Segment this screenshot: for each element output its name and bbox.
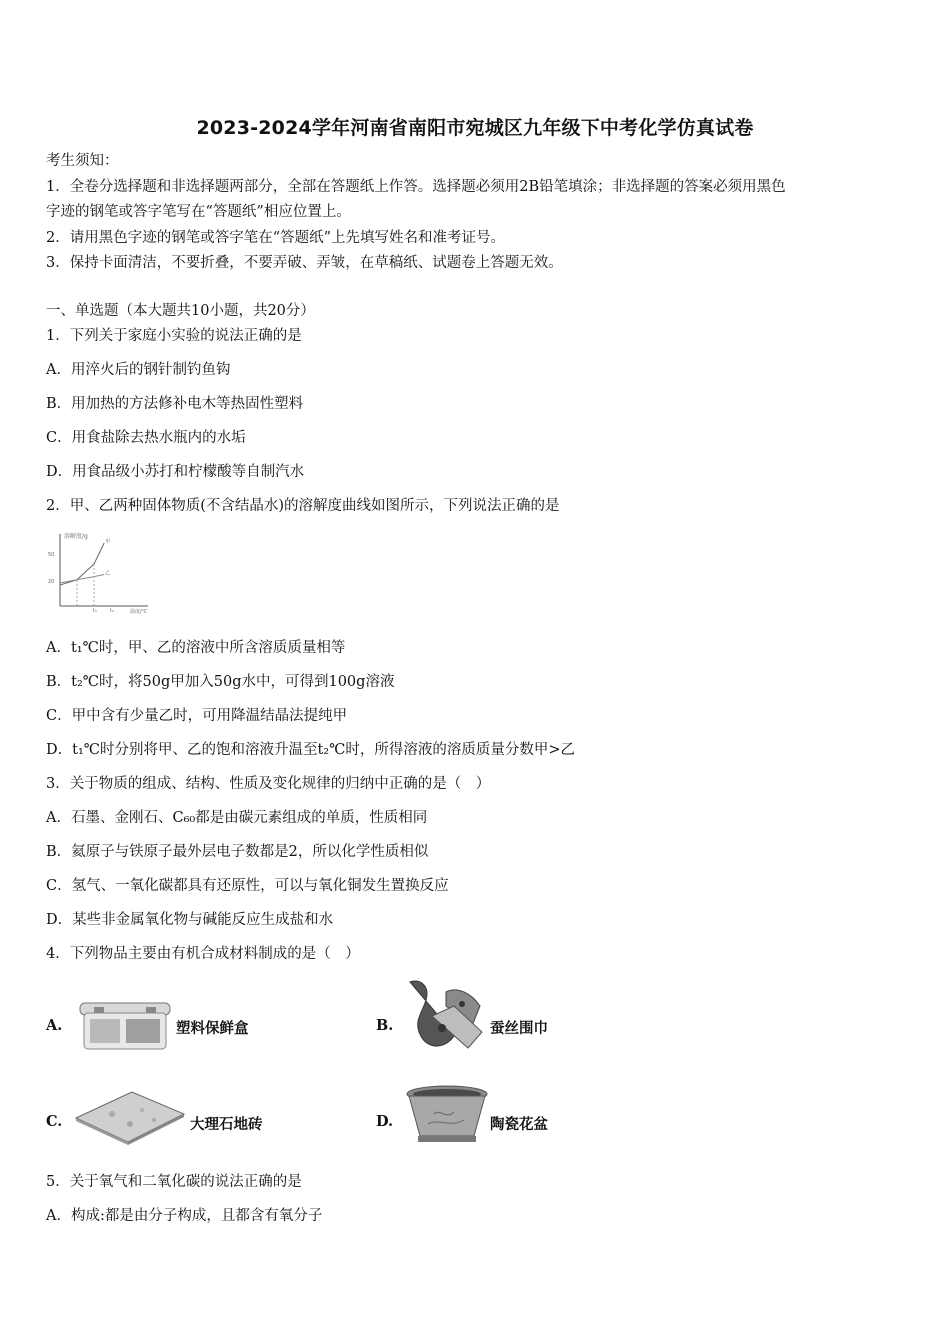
q4-option-d-label: D.	[376, 1113, 394, 1130]
ceramic-pot-icon	[404, 1084, 490, 1146]
q3-stem: 3．关于物质的组成、结构、性质及变化规律的归纳中正确的是（ ）	[46, 776, 491, 792]
q2-stem: 2．甲、乙两种固体物质(不含结晶水)的溶解度曲线如图所示，下列说法正确的是	[46, 498, 560, 514]
y-tick-label-1: 20	[48, 579, 55, 585]
q1-stem: 1．下列关于家庭小实验的说法正确的是	[46, 328, 302, 344]
section-heading: 一、单选题（本大题共10小题，共20分）	[46, 303, 315, 319]
q3-option-b: B．氦原子与铁原子最外层电子数都是2，所以化学性质相似	[46, 844, 429, 860]
notice-item-1: 1．全卷分选择题和非选择题两部分，全部在答题纸上作答。选择题必须用2B铅笔填涂；非选择题的答案必须用黑色	[46, 179, 786, 195]
q4-stem: 4．下列物品主要由有机合成材料制成的是（ ）	[46, 946, 360, 962]
notice-item-3: 3．保持卡面清洁，不要折叠，不要弄破、弄皱，在草稿纸、试题卷上答题无效。	[46, 255, 563, 271]
q4-option-c-caption: 大理石地砖	[190, 1116, 263, 1133]
q5-stem: 5．关于氧气和二氧化碳的说法正确的是	[46, 1174, 302, 1190]
q1-option-a: A．用淬火后的钢针制钓鱼钩	[46, 362, 231, 378]
y-tick-label-0: 50	[48, 552, 55, 558]
q1-option-c: C．用食盐除去热水瓶内的水垢	[46, 430, 246, 446]
plastic-box-icon	[76, 995, 174, 1055]
page-title: 2023-2024学年河南省南阳市宛城区九年级下中考化学仿真试卷	[196, 117, 754, 139]
q4-option-a-caption: 塑料保鲜盒	[176, 1020, 249, 1037]
notice-item-1-cont: 字迹的钢笔或答字笔写在“答题纸”相应位置上。	[46, 204, 351, 220]
q5-option-a: A．构成:都是由分子构成，且都含有氧分子	[46, 1208, 323, 1224]
x-axis-label: 温度/℃	[130, 609, 148, 614]
x-tick-label-0: t₁	[93, 608, 97, 614]
solubility-chart	[44, 528, 154, 614]
q4-option-a-label: A.	[46, 1017, 63, 1034]
q1-option-d: D．用食品级小苏打和柠檬酸等自制汽水	[46, 464, 305, 480]
q3-option-c: C．氢气、一氧化碳都具有还原性，可以与氧化铜发生置换反应	[46, 878, 449, 894]
series-label-1: 乙	[105, 570, 111, 577]
q4-option-b-caption: 蚕丝围巾	[490, 1020, 548, 1037]
q2-option-b: B．t₂℃时，将50g甲加入50g水中，可得到100g溶液	[46, 674, 395, 690]
y-axis-label: 溶解度/g	[64, 533, 88, 540]
q3-option-d: D．某些非金属氧化物与碱能反应生成盐和水	[46, 912, 334, 928]
q2-option-a: A．t₁℃时，甲、乙的溶液中所含溶质质量相等	[46, 640, 346, 656]
x-tick-label-1: t₂	[110, 608, 114, 614]
q2-option-c: C．甲中含有少量乙时，可用降温结晶法提纯甲	[46, 708, 348, 724]
series-line-1	[60, 575, 104, 583]
series-label-0: 甲	[105, 539, 111, 545]
notice-heading: 考生须知：	[46, 153, 119, 169]
q4-option-c-label: C.	[46, 1113, 63, 1130]
notice-item-2: 2．请用黑色字迹的钢笔或答字笔在“答题纸”上先填写姓名和准考证号。	[46, 230, 506, 246]
q4-option-b-label: B.	[376, 1017, 394, 1034]
marble-tile-icon	[72, 1088, 188, 1146]
q2-option-d: D．t₁℃时分别将甲、乙的饱和溶液升温至t₂℃时，所得溶液的溶质质量分数甲>乙	[46, 742, 575, 758]
q1-option-b: B．用加热的方法修补电木等热固性塑料	[46, 396, 304, 412]
silk-scarf-icon	[402, 976, 488, 1056]
q3-option-a: A．石墨、金刚石、C₆₀都是由碳元素组成的单质，性质相同	[46, 810, 428, 826]
q4-option-d-caption: 陶瓷花盆	[490, 1116, 548, 1133]
